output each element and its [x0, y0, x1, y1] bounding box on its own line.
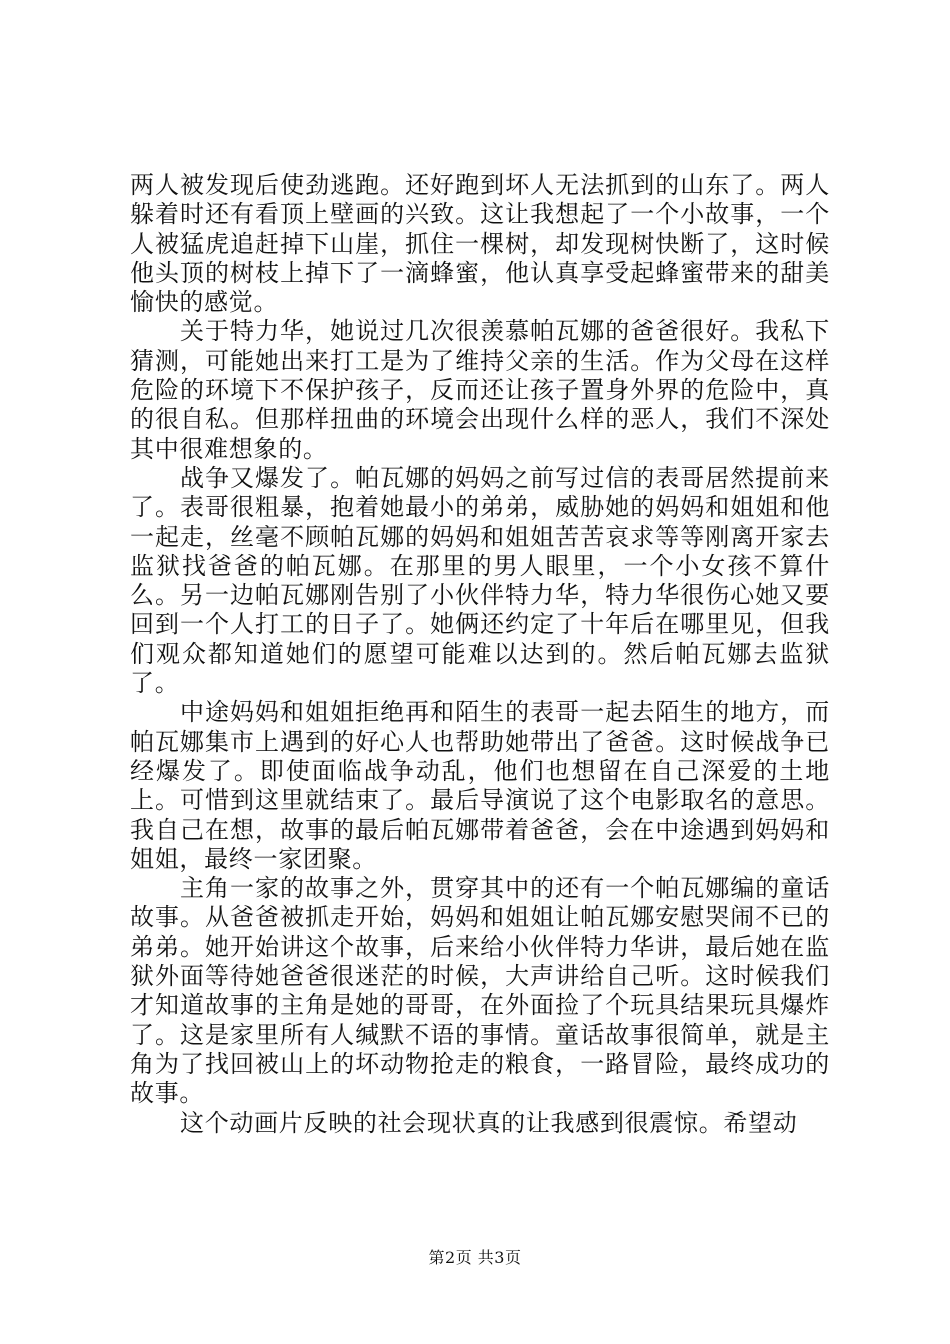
- paragraph-5: 主角一家的故事之外，贯穿其中的还有一个帕瓦娜编的童话故事。从爸爸被抓走开始，妈妈和姐姐让帕瓦娜安慰哭闹不已的弟弟。她开始讲这个故事，后来给小伙伴特力华讲，最后她在监狱外面等待她爸爸很迷茫的时候，大声讲给自己听。这时候我们才知道故事的主角是她的哥哥，在外面捡了个玩具结果玩具爆炸了。这是家里所有人缄默不语的事情。童话故事很简单，就是主角为了找回被山上的坏动物抢走的粮食，一路冒险，最终成功的故事。: [130, 874, 830, 1108]
- page-number-footer: 第2页 共3页: [428, 1248, 522, 1267]
- paragraph-4: 中途妈妈和姐姐拒绝再和陌生的表哥一起去陌生的地方，而帕瓦娜集市上遇到的好心人也帮助她带出了爸爸。这时候战争已经爆发了。即使面临战争动乱，他们也想留在自己深爱的土地上。可惜到这里就结束了。最后导演说了这个电影取名的意思。我自己在想，故事的最后帕瓦娜带着爸爸，会在中途遇到妈妈和姐姐，最终一家团聚。: [130, 698, 830, 873]
- paragraph-3: 战争又爆发了。帕瓦娜的妈妈之前写过信的表哥居然提前来了。表哥很粗暴，抱着她最小的弟弟，威胁她的妈妈和姐姐和他一起走，丝毫不顾帕瓦娜的妈妈和姐姐苦苦哀求等等刚离开家去监狱找爸爸的帕瓦娜。在那里的男人眼里，一个小女孩不算什么。另一边帕瓦娜刚告别了小伙伴特力华，特力华很伤心她又要回到一个人打工的日子了。她俩还约定了十年后在哪里见，但我们观众都知道她们的愿望可能难以达到的。然后帕瓦娜去监狱了。: [130, 463, 830, 698]
- paragraph-2: 关于特力华，她说过几次很羡慕帕瓦娜的爸爸很好。我私下猜测，可能她出来打工是为了维持父亲的生活。作为父母在这样危险的环境下不保护孩子，反而还让孩子置身外界的危险中，真的很自私。但那样扭曲的环境会出现什么样的恶人，我们不深处其中很难想象的。: [130, 317, 830, 463]
- paragraph-1: 两人被发现后使劲逃跑。还好跑到坏人无法抓到的山东了。两人躲着时还有看顶上壁画的兴致。这让我想起了一个小故事，一个人被猛虎追赶掉下山崖，抓住一棵树，却发现树快断了，这时候他头顶的树枝上掉下了一滴蜂蜜，他认真享受起蜂蜜带来的甜美愉快的感觉。: [130, 171, 830, 317]
- document-body: [130, 171, 830, 1138]
- paragraph-6: 这个动画片反映的社会现状真的让我感到很震惊。希望动: [180, 1108, 798, 1137]
